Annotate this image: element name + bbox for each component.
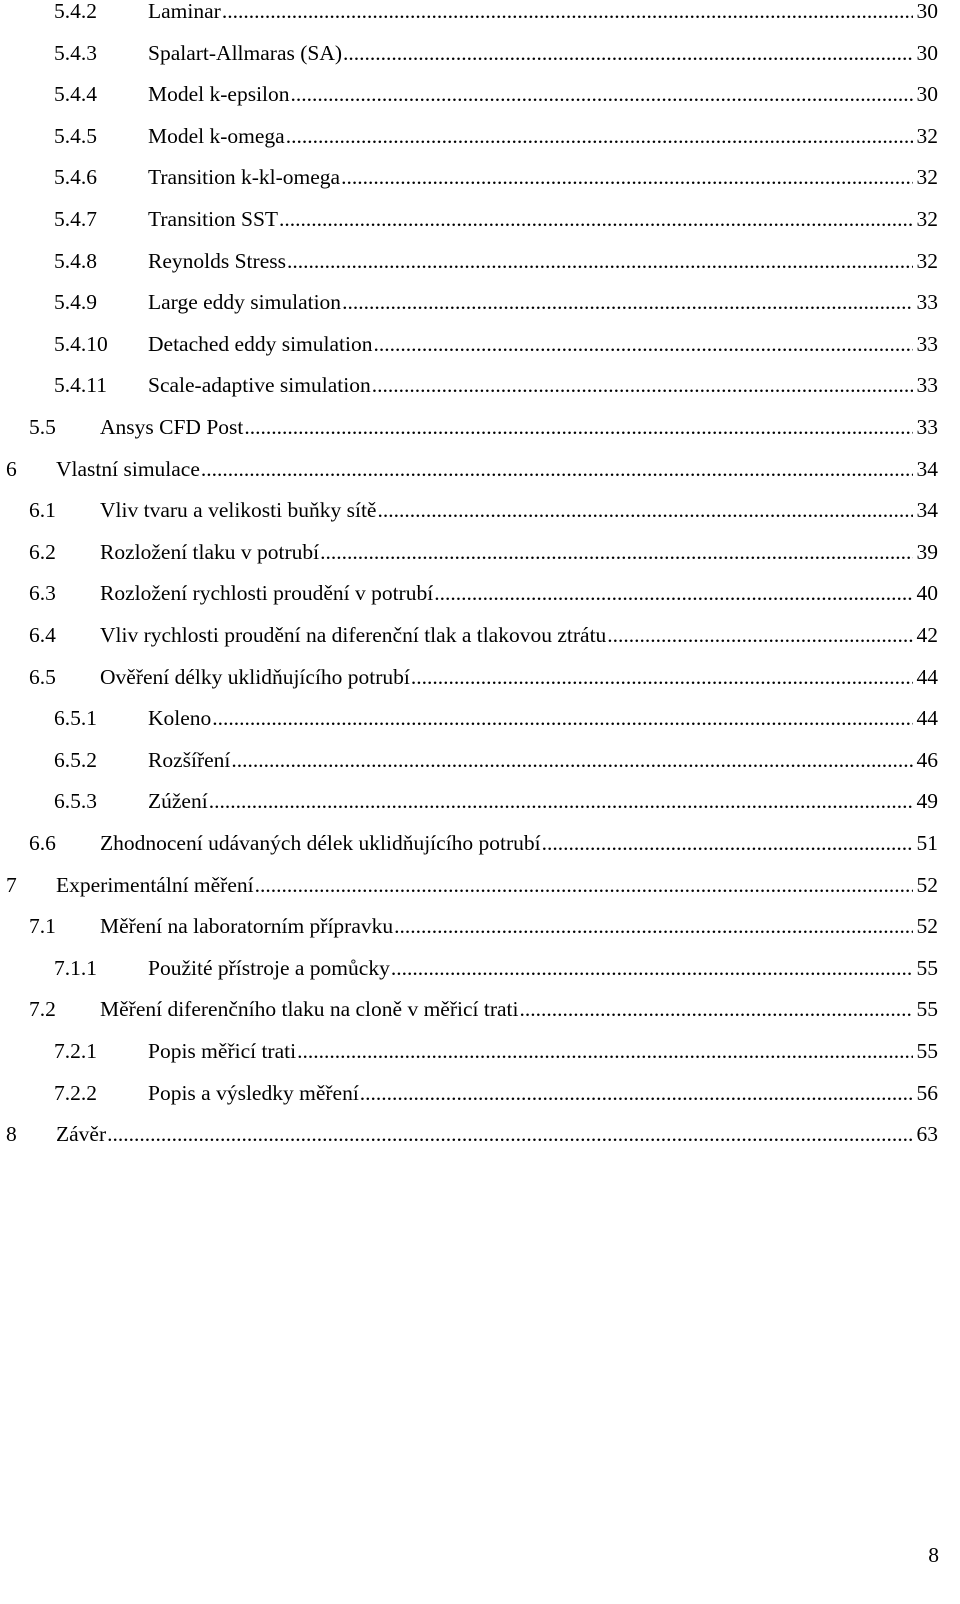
toc-dot-leader [297,1036,912,1066]
toc-entry-number: 5.4.10 [54,331,108,356]
toc-entry-number: 6.1 [29,498,56,523]
toc-entry[interactable] [0,911,938,941]
toc-entry[interactable] [0,287,938,317]
toc-entry-title: Transition k-kl-omega [148,162,341,192]
toc-entry-title: Large eddy simulation [148,287,342,317]
toc-dot-leader [287,246,913,276]
toc-entry[interactable] [0,329,938,359]
toc-entry-page: 30 [913,38,939,68]
toc-entry[interactable] [0,745,938,775]
toc-dot-leader [343,38,912,68]
toc-entry-number: 7.1 [29,914,56,939]
toc-entry-title: Měření diferenčního tlaku na cloně v měřicí trati [100,994,519,1024]
toc-entry[interactable] [0,1119,938,1149]
toc-entry-number: 8 [6,1122,17,1147]
toc-entry-number: 6.4 [29,623,56,647]
toc-entry-number: 6.6 [29,831,56,855]
toc-entry[interactable] [0,412,938,442]
toc-entry[interactable] [0,370,938,400]
toc-entry-title: Koleno [148,703,212,733]
toc-entry-page: 32 [913,246,939,276]
toc-entry-title: Scale-adaptive simulation [148,370,372,400]
toc-entry-page: 56 [913,1078,939,1108]
toc-entry-title: Rozložení rychlosti proudění v potrubí [100,578,434,608]
toc-entry-title: Popis a výsledky měření [148,1078,360,1108]
toc-dot-leader [279,204,912,234]
toc-dot-leader [542,828,913,858]
toc-dot-leader [286,121,913,151]
toc-entry-page: 33 [913,370,939,400]
toc-dot-leader [231,745,912,775]
toc-dot-leader [377,495,912,525]
toc-entry-page: 44 [913,703,939,733]
toc-entry-title: Spalart-Allmaras (SA) [148,38,343,68]
toc-entry-number: 7.1.1 [54,955,97,980]
toc-entry[interactable] [0,79,938,109]
toc-dot-leader [374,329,913,359]
toc-entry-title: Experimentální měření [56,870,255,900]
toc-entry-page: 51 [913,828,939,858]
toc-entry[interactable] [0,620,938,650]
toc-entry-title: Rozšíření [148,745,231,775]
toc-dot-leader [360,1078,913,1108]
toc-dot-leader [201,454,913,484]
toc-entry[interactable] [0,1078,938,1108]
toc-entry-title: Laminar [148,0,222,26]
toc-entry-page: 33 [913,329,939,359]
toc-entry-number: 6.5 [29,664,56,689]
toc-entry-title: Vliv rychlosti proudění na diferenční tlak a tlakovou ztrátu [100,620,607,650]
toc-dot-leader [394,911,912,941]
toc-entry-page: 34 [913,495,939,525]
toc-entry[interactable] [0,1036,938,1066]
toc-entry-page: 40 [913,578,939,608]
toc-entry[interactable] [0,246,938,276]
toc-entry[interactable] [0,121,938,151]
toc-entry-title: Model k-epsilon [148,79,291,109]
toc-entry-number: 7 [6,872,17,897]
toc-dot-leader [341,162,912,192]
toc-entry[interactable] [0,662,938,692]
toc-dot-leader [607,620,912,650]
toc-entry-title: Použité přístroje a pomůcky [148,953,391,983]
toc-entry-title: Vliv tvaru a velikosti buňky sítě [100,495,377,525]
toc-dot-leader [320,537,912,567]
toc-entry[interactable] [0,0,938,26]
toc-entry-number: 5.4.4 [54,82,97,107]
toc-entry-number: 6 [6,456,17,481]
toc-entry[interactable] [0,828,938,858]
toc-entry[interactable] [0,162,938,192]
toc-entry-page: 32 [913,162,939,192]
toc-entry-title: Zhodnocení udávaných délek uklidňujícího potrubí [100,828,542,858]
toc-dot-leader [222,0,913,26]
toc-dot-leader [209,786,913,816]
toc-entry-number: 5.4.6 [54,165,97,190]
toc-entry[interactable] [0,953,938,983]
toc-entry[interactable] [0,537,938,567]
toc-entry-title: Popis měřicí trati [148,1036,297,1066]
toc-entry-number: 6.5.2 [54,747,97,772]
toc-dot-leader [107,1119,912,1149]
toc-dot-leader [212,703,912,733]
toc-entry-page: 30 [913,0,939,26]
toc-entry-number: 5.4.2 [54,0,97,23]
toc-entry-page: 34 [913,454,939,484]
toc-dot-leader [391,953,913,983]
toc-entry-title: Rozložení tlaku v potrubí [100,537,320,567]
toc-entry-page: 44 [913,662,939,692]
toc-entry-page: 33 [913,412,939,442]
toc-entry-number: 6.5.3 [54,789,97,814]
toc-entry-number: 5.4.7 [54,207,97,231]
toc-entry-page: 55 [913,994,939,1024]
toc-entry-number: 6.5.1 [54,706,97,731]
toc-entry-title: Transition SST [148,204,279,234]
toc-dot-leader [434,578,912,608]
toc-dot-leader [255,870,913,900]
toc-entry[interactable] [0,870,938,900]
toc-entry-page: 46 [913,745,939,775]
toc-entry-title: Model k-omega [148,121,286,151]
toc-entry-title: Ansys CFD Post [100,412,244,442]
toc-entry[interactable] [0,703,938,733]
toc-entry-title: Zúžení [148,786,209,816]
toc-entry-number: 5.4.11 [54,373,107,398]
toc-entry-page: 55 [913,1036,939,1066]
toc-entry-number: 5.5 [29,415,56,439]
toc-entry[interactable] [0,204,938,234]
toc-entry-title: Měření na laboratorním přípravku [100,911,394,941]
toc-entry-page: 33 [913,287,939,317]
toc-entry-number: 5.4.9 [54,290,97,315]
toc-entry-page: 30 [913,79,939,109]
toc-entry-title: Detached eddy simulation [148,329,374,359]
toc-entry[interactable] [0,38,938,68]
toc-entry-page: 42 [913,620,939,650]
toc-entry-page: 49 [913,786,939,816]
toc-entry-number: 5.4.8 [54,248,97,273]
toc-entry-number: 6.3 [29,581,56,606]
toc-entry[interactable] [0,454,938,484]
toc-entry-page: 63 [913,1119,939,1149]
toc-entry[interactable] [0,578,938,608]
toc-entry-page: 32 [913,121,939,151]
toc-entry-number: 7.2 [29,997,56,1022]
toc-entry-title: Ověření délky uklidňujícího potrubí [100,662,411,692]
toc-entry[interactable] [0,495,938,525]
toc-entry-title: Reynolds Stress [148,246,287,276]
toc-entry-number: 6.2 [29,539,56,564]
page-number: 8 [928,1543,939,1567]
toc-dot-leader [342,287,912,317]
toc-entry-page: 32 [913,204,939,234]
toc-entry-number: 7.2.1 [54,1039,97,1063]
toc-entry-page: 39 [913,537,939,567]
toc-dot-leader [244,412,912,442]
toc-entry-page: 52 [913,870,939,900]
toc-entry[interactable] [0,994,938,1024]
toc-entry[interactable] [0,786,938,816]
toc-entry-page: 55 [913,953,939,983]
toc-entry-number: 5.4.3 [54,40,97,65]
toc-dot-leader [519,994,912,1024]
toc-entry-number: 7.2.2 [54,1080,97,1105]
toc-dot-leader [291,79,913,109]
toc-entry-title: Vlastní simulace [56,454,201,484]
toc-entry-number: 5.4.5 [54,123,97,148]
toc-dot-leader [372,370,913,400]
toc-entry-title: Závěr [56,1119,107,1149]
toc-dot-leader [411,662,913,692]
toc-entry-page: 52 [913,911,939,941]
